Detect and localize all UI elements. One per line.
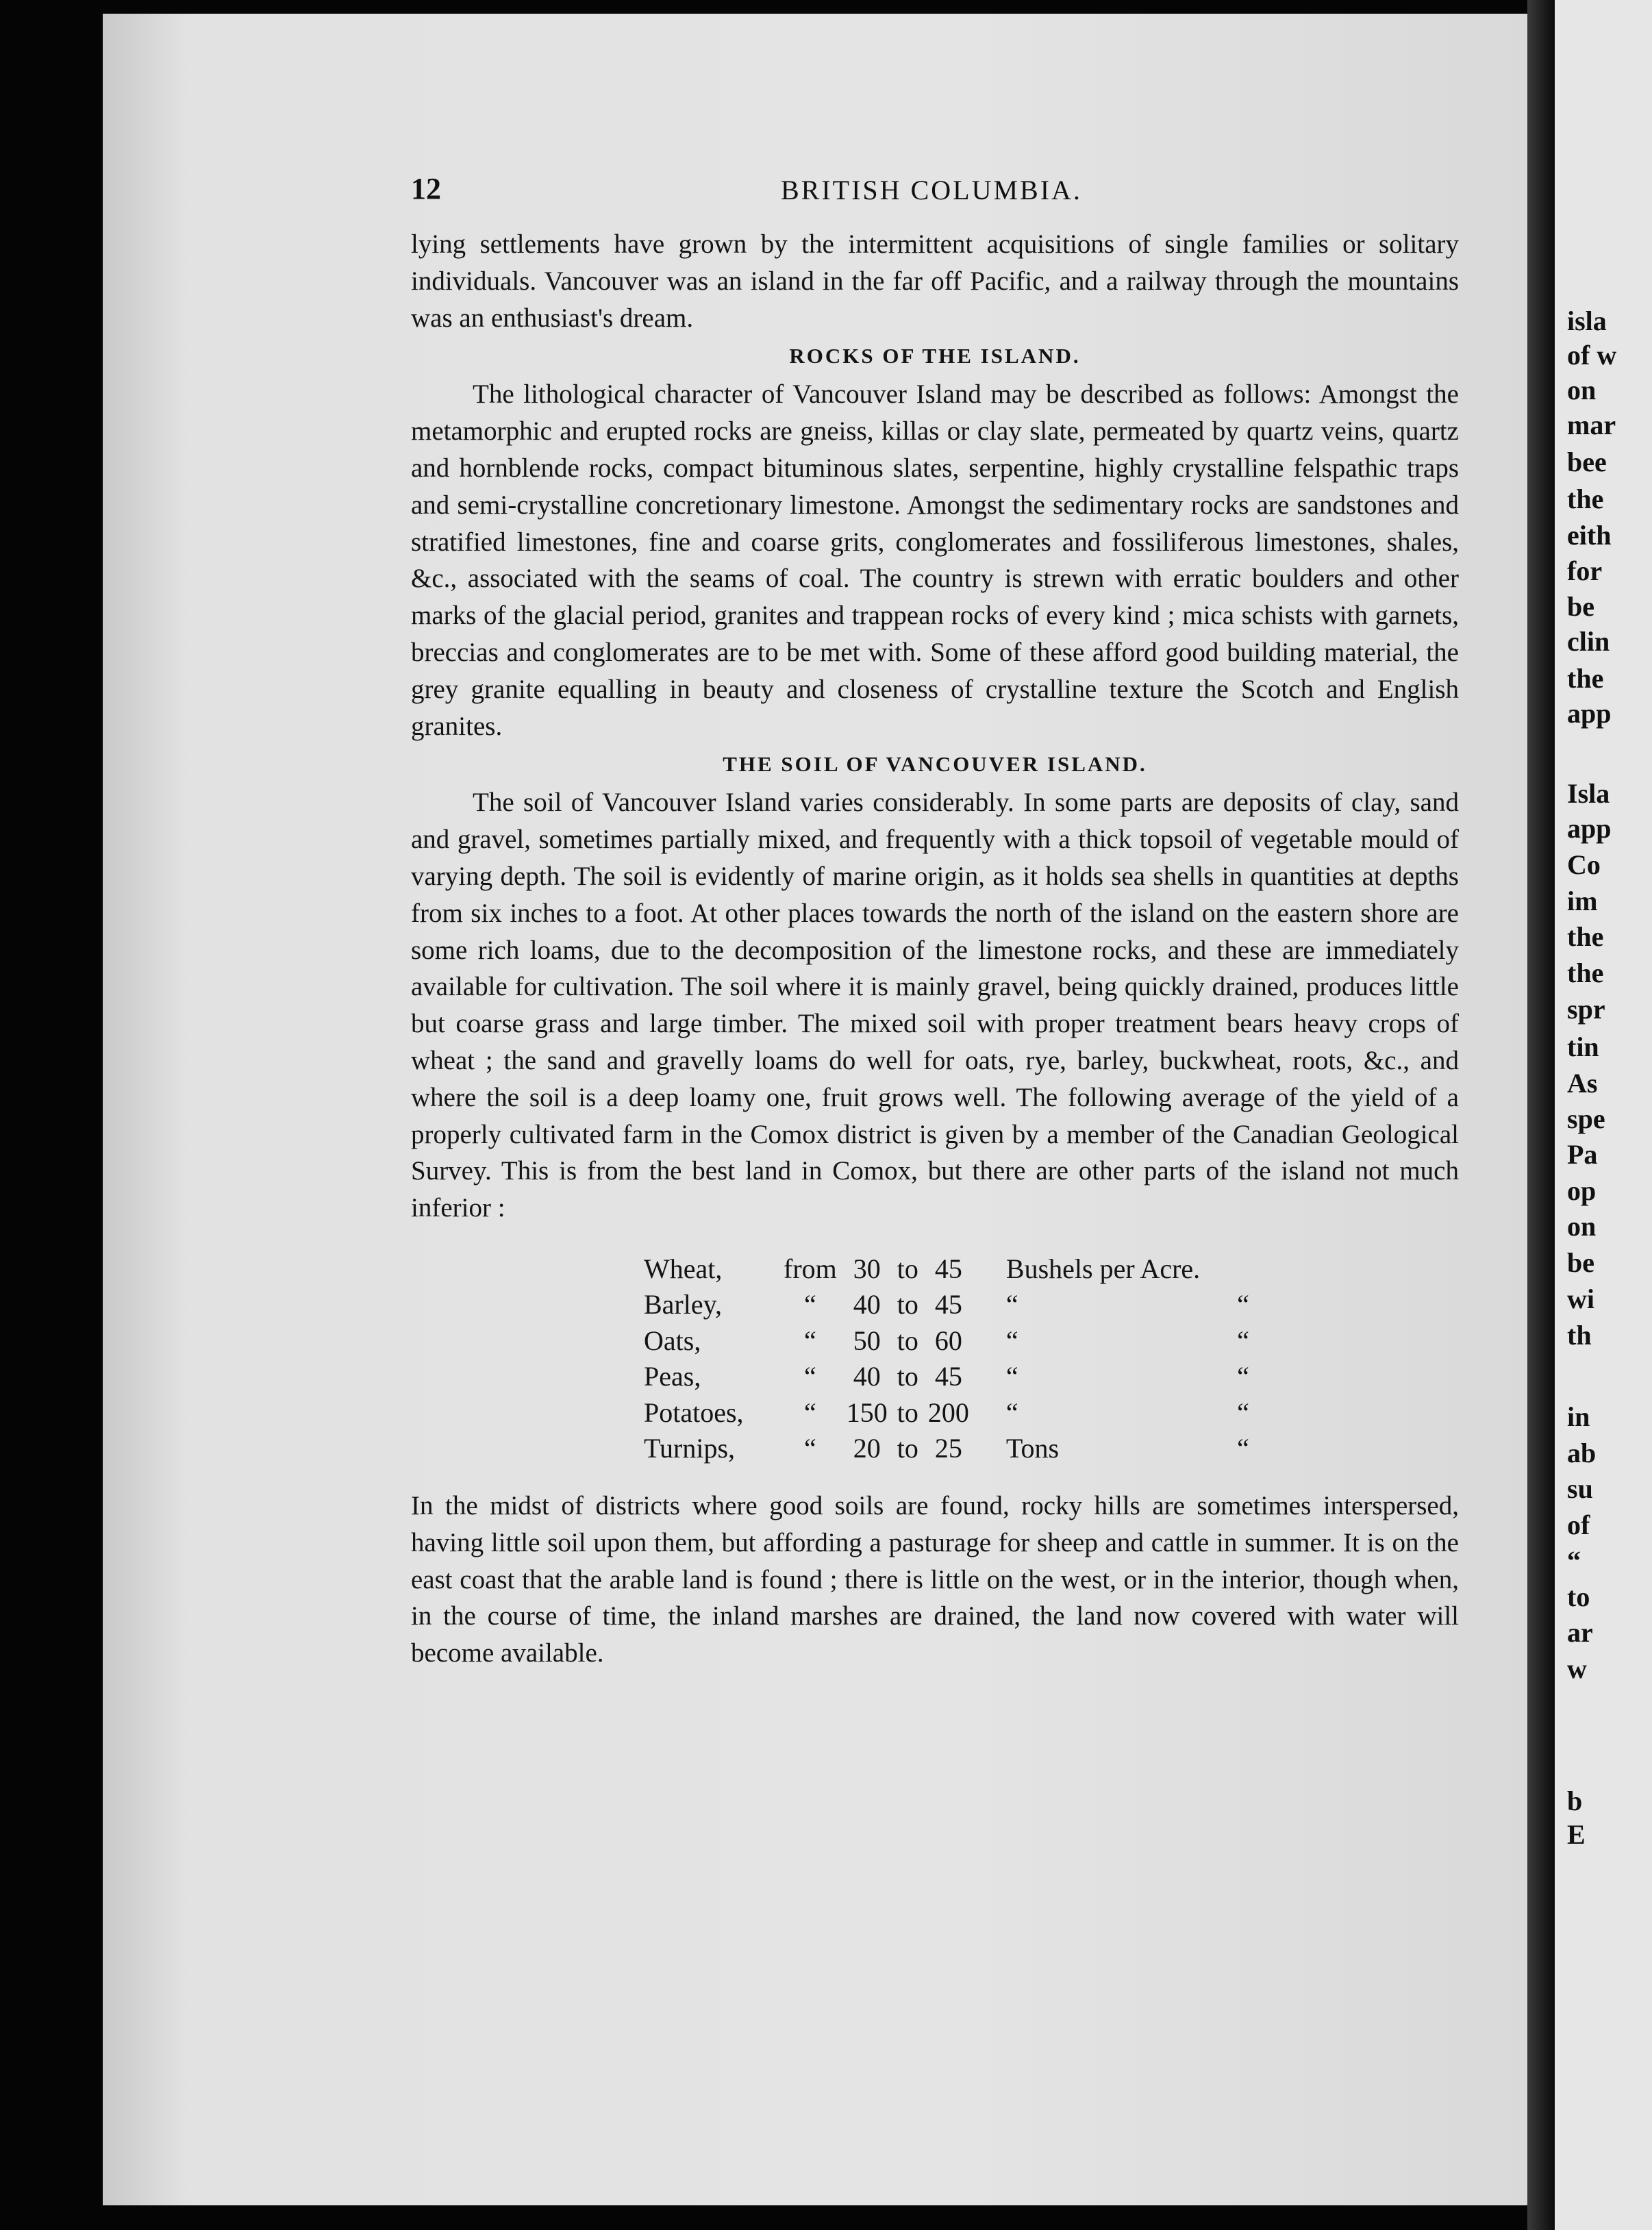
crop-name: Turnips, [644, 1433, 736, 1464]
facing-page-fragment: Co [1567, 849, 1601, 880]
page-body [411, 226, 1459, 1672]
facing-page-fragment: app [1567, 698, 1612, 729]
facing-page-fragment: mar [1567, 410, 1616, 440]
low-value: 40 [853, 1289, 881, 1320]
ditto-mark: “ [1237, 1396, 1249, 1428]
section-heading-soil: THE SOIL OF VANCOUVER ISLAND. [723, 752, 1147, 777]
facing-page-fragment: on [1567, 1211, 1597, 1242]
facing-page-fragment: E [1567, 1819, 1586, 1850]
high-value: 45 [934, 1289, 962, 1320]
facing-page-fragment: ar [1567, 1617, 1593, 1648]
facing-page-fragment: the [1567, 921, 1604, 952]
table-row [644, 1287, 1259, 1323]
facing-page-fragment: eith [1567, 520, 1612, 551]
unit-label: “ [1005, 1325, 1018, 1356]
facing-page-fragment: the [1567, 957, 1604, 988]
facing-page-fragment: “ [1567, 1545, 1581, 1576]
to-word: to [897, 1289, 918, 1320]
table-row [644, 1395, 1259, 1431]
facing-page-fragment: su [1567, 1473, 1593, 1504]
facing-page-fragment: bee [1567, 447, 1607, 477]
high-value: 200 [927, 1396, 969, 1428]
from-word: “ [804, 1289, 816, 1320]
table-row [644, 1251, 1259, 1288]
facing-page-fragment: isla [1567, 305, 1607, 336]
facing-page [1555, 0, 1652, 2230]
high-value: 45 [934, 1253, 962, 1284]
to-word: to [897, 1433, 918, 1464]
crop-name: Peas, [644, 1361, 701, 1392]
low-value: 40 [853, 1361, 881, 1392]
unit-label: Tons [1005, 1433, 1060, 1464]
running-head [411, 171, 1520, 212]
ditto-mark: “ [1237, 1289, 1249, 1320]
unit-label: “ [1005, 1361, 1018, 1392]
facing-page-fragment: op [1567, 1175, 1597, 1206]
facing-page-fragment: b [1567, 1786, 1583, 1816]
section-heading-rocks: ROCKS OF THE ISLAND. [789, 344, 1081, 368]
unit-label: “ [1005, 1396, 1018, 1428]
facing-page-fragment: the [1567, 484, 1604, 514]
to-word: to [897, 1253, 918, 1284]
facing-page-fragment: of w [1567, 340, 1617, 371]
page-number: 12 [411, 172, 441, 205]
from-word: “ [804, 1361, 816, 1392]
table-row [644, 1359, 1259, 1395]
facing-page-fragment: Pa [1567, 1139, 1598, 1170]
facing-page-fragment: Isla [1567, 778, 1610, 809]
table-row [644, 1431, 1259, 1467]
ditto-mark: “ [1237, 1325, 1249, 1356]
low-value: 30 [853, 1253, 881, 1284]
low-value: 20 [853, 1433, 881, 1464]
facing-page-fragment: the [1567, 663, 1604, 694]
from-word: “ [804, 1433, 816, 1464]
soil-paragraph: The soil of Vancouver Island varies considerably. In some parts are deposits of clay, sand and gravel, sometimes partially mixed, and frequently with a thick topsoil of vegetable mould of varying depth. The soil is evidently of marine origin, as it holds sea shells in quantities at depths from six inches to a foot. At other places towards the north of the island on the eastern shore are some rich loams, due to the decomposition of the limestone rocks, and these are immediately available for cultivation. The soil where it is mainly gravel, being quickly drained, produces little but coarse grass and large timber. The mixed soil with proper treatment bears heavy crops of wheat ; the sand and gravelly loams do well for oats, rye, barley, buckwheat, roots, &c., and where the soil is a deep loamy one, fruit grows well. The following average of the yield of a properly cultivated farm in the Comox district is given by a member of the Canadian Geological Survey. This is from the best land in Comox, but there are other parts of the island not much inferior : [411, 788, 1459, 1223]
facing-page-fragment: in [1567, 1401, 1590, 1432]
crop-name: Wheat, [644, 1253, 723, 1284]
unit-label: Bushels per Acre. [1005, 1253, 1201, 1284]
facing-page-fragment: to [1567, 1581, 1590, 1612]
facing-page-fragment: spe [1567, 1103, 1605, 1134]
facing-page-fragment: wi [1567, 1283, 1594, 1314]
yield-table [644, 1251, 1259, 1467]
running-title: BRITISH COLUMBIA. [781, 175, 1082, 205]
high-value: 45 [934, 1361, 962, 1392]
facing-page-fragment: be [1567, 1247, 1594, 1278]
high-value: 25 [934, 1433, 962, 1464]
ditto-mark: “ [1237, 1433, 1249, 1464]
facing-page-fragment: app [1567, 813, 1612, 844]
facing-page-fragment: th [1567, 1320, 1592, 1351]
crop-name: Potatoes, [644, 1396, 744, 1428]
ditto-mark: “ [1237, 1361, 1249, 1392]
crop-name: Barley, [644, 1289, 723, 1320]
from-word: “ [804, 1325, 816, 1356]
unit-label: “ [1005, 1289, 1018, 1320]
facing-page-fragment: spr [1567, 994, 1605, 1025]
facing-page-fragment: As [1567, 1068, 1598, 1099]
facing-page-fragment: tin [1567, 1031, 1599, 1062]
intro-paragraph: lying settlements have grown by the intermittent acquisitions of single families or solitary individuals. Vancouver was an island in the far off Pacific, and a railway through the mountains was an enthusiast's dream. [411, 229, 1459, 333]
facing-page-fragment: on [1567, 375, 1597, 405]
facing-page-fragment: be [1567, 591, 1594, 622]
crop-name: Oats, [644, 1325, 701, 1356]
book-gutter [1527, 0, 1555, 2230]
facing-page-fragment: for [1567, 555, 1603, 586]
facing-page-fragment: w [1567, 1653, 1587, 1684]
facing-page-fragment: clin [1567, 626, 1610, 657]
from-word: from [784, 1253, 837, 1284]
high-value: 60 [934, 1325, 962, 1356]
table-row [644, 1323, 1259, 1360]
closing-paragraph: In the midst of districts where good soils are found, rocky hills are sometimes interspersed, having little soil upon them, but affording a pasturage for sheep and cattle in summer. It is on the east coast that the arable land is found ; there is little on the west, or in the interior, though when, in the course of time, the inland marshes are drained, the land now covered with water will become available. [411, 1490, 1459, 1668]
facing-page-fragment: of [1567, 1509, 1590, 1540]
low-value: 150 [846, 1396, 888, 1428]
facing-page-fragment: im [1567, 886, 1598, 916]
to-word: to [897, 1361, 918, 1392]
low-value: 50 [853, 1325, 881, 1356]
to-word: to [897, 1396, 918, 1428]
facing-page-fragment: ab [1567, 1438, 1597, 1468]
rocks-paragraph: The lithological character of Vancouver Island may be described as follows: Amongst the metamorphic and erupted rocks are gneiss, killas or clay slate, permeated by quartz veins, quartz and hornblende rocks, compact bituminous slates, serpentine, highly crystalline felspathic traps and semi-crystalline concretionary limestone. Amongst the sedimentary rocks are sandstones and stratified limestones, fine and coarse grits, conglomerates and fossiliferous limestones, shales, &c., associated with the seams of coal. The country is strewn with erratic boulders and other marks of the glacial period, granites and trappean rocks of every kind ; mica schists with garnets, breccias and conglomerates are to be met with. Some of these afford good building material, the grey granite equalling in beauty and closeness of crystalline texture the Scotch and English granites. [411, 379, 1459, 741]
to-word: to [897, 1325, 918, 1356]
from-word: “ [804, 1396, 816, 1428]
ditto-mark [1210, 1251, 1259, 1288]
